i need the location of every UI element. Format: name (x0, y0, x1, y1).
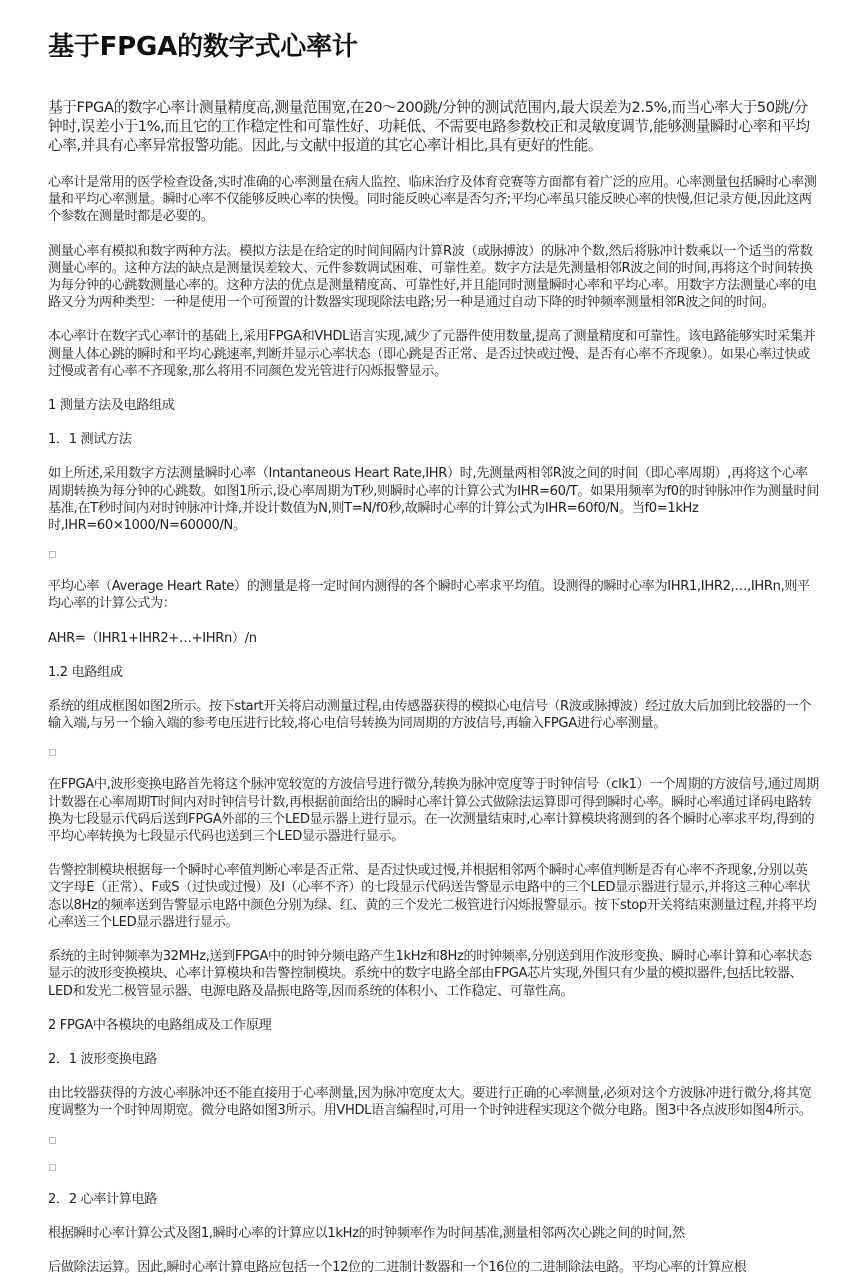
paragraph: 心率计是常用的医学检查设备,实时准确的心率测量在病人监控、临床治疗及体育竞赛等方面都有着广泛的应用。心率测量包括瞬时心率测量和平均心率测量。瞬时心率不仅能够反映心率的快慢。同时能反映心率是否匀齐;平均心率虽只能反映心率的快慢,但记录方便,因此这两个参数在测量时都是必要的。 (48, 175, 817, 225)
paragraph: 如上所述,采用数字方法测量瞬时心率（Intantaneous Heart Rate,IHR）时,先测量两相邻R波之间的时间（即心率周期）,再将这个心率周期转换为每分钟的心跳数。如图1所示,设心率周期为T秒,则瞬时心率的计算公式为IHR=60/T。如果用频率为f0的时钟脉冲作为测量时间基准,在T秒时间内对时钟脉冲计烽,并设计数值为N,则T=N/f0秒,故瞬时心率的计算公式为IHR=60f0/N。当f0=1kHz时,IHR=60×1000/N=60000/N。 (48, 466, 819, 534)
page-title: 基于FPGA的数字式心率计 (48, 32, 358, 62)
broken-image-icon (49, 551, 56, 558)
formula: AHR=（IHR1+IHR2+…+IHRn）/n (48, 630, 257, 646)
broken-image-icon (49, 1137, 56, 1144)
section-heading: 1 测量方法及电路组成 (48, 398, 175, 414)
paragraph: 测量心率有模拟和数字两种方法。模拟方法是在给定的时间间隔内计算R波（或脉搏波）的脉冲个数,然后将脉冲计数乘以一个适当的常数测量心率的。这种方法的缺点是测量误差较大、元件参数调试困难、可靠性差。数字方法是先测量相邻R波之间的时间,再将这个时间转换为每分钟的心跳数测量心率的。这种方法的优点是测量精度高、可靠性好,并且能同时测量瞬时心率和平均心率。用数字方法测量心率的电路又分为两种类型：一种是使用一个可预置的计数器实现现除法电路;另一种是通过自动下降的时钟频率测量相邻R波之间的时间。 (48, 243, 817, 311)
paragraph: 本心率计在数字式心率计的基础上,采用FPGA和VHDL语言实现,减少了元器件使用数量,提高了测量精度和可靠性。该电路能够实时采集并测量人体心跳的瞬时和平均心跳速率,判断并显示心率状态（即心跳是否正常、是否过快或过慢、是否有心率不齐现象）。如果心率过快或过慢或者有心率不齐现象,那么将用不同颜色发光管进行闪烁报警显示。 (48, 329, 816, 379)
section-heading: 2 FPGA中各模块的电路组成及工作原理 (48, 1017, 272, 1033)
abstract-paragraph: 基于FPGA的数字心率计测量精度高,测量范围宽,在20～200跳/分钟的测试范围内,最大误差为2.5%,而当心率大于50跳/分钟时,误差小于1%,而且它的工作稳定性和可靠性好、功耗低、不需要电路参数校正和灵敏度调节,能够测量瞬时心率和平均心率,并具有心率异常报警功能。因此,与文献中报道的其它心率计相比,具有更好的性能。 (48, 99, 810, 154)
subsection-heading: 1.2 电路组成 (48, 664, 123, 680)
subsection-heading: 2．1 波形变换电路 (48, 1051, 157, 1067)
paragraph: 系统的主时钟频率为32MHz,送到FPGA中的时钟分频电路产生1kHz和8Hz的时钟频率,分别送到用作波形变换、瞬时心率计算和心率状态显示的波形变换模块、心率计算模块和告警控制模块。系统中的数字电路全部由FPGA芯片实现,外围只有少量的模拟器件,包括比较器、LED和发光二极管显示器、电源电路及晶振电路等,因而系统的体积小、工作稳定、可靠性高。 (48, 949, 812, 999)
paragraph: 告警控制模块根据每一个瞬时心率值判断心率是否正常、是否过快或过慢,并根据相邻两个瞬时心率值判断是否有心率不齐现象,分别以英文字母E（正常）、F或S（过快或过慢）及I（心率不齐）的七段显示代码送告警显示电路中的三个LED显示器进行显示,并将这三种心率状态以8Hz的频率送到告警显示电路中颜色分别为绿、红、黄的三个发光二极管进行闪烁报警显示。按下stop开关将结束测量过程,并将平均心率送三个LED显示器进行显示。 (48, 863, 817, 930)
broken-image-icon (49, 749, 56, 756)
paragraph: 在FPGA中,波形变换电路首先将这个脉冲宽较宽的方波信号进行微分,转换为脉冲宽度等于时钟信号（clk1）一个周期的方波信号,通过周期计数器在心率周期T时间内对时钟信号计数,再根据前面给出的瞬时心率计算公式做除法运算即可得到瞬时心率。瞬时心率通过译码电路转换为七段显示代码后送到FPGA外部的三个LED显示器上进行显示。在一次测量结束时,心率计算模块将测到的各个瞬时心率求平均,得到的平均心率转换为七段显示代码也送到三个LED显示器进行显示。 (48, 777, 819, 845)
broken-image-icon (49, 1164, 56, 1171)
paragraph: 根据瞬时心率计算公式及图1,瞬时心率的计算应以1kHz的时钟频率作为时间基准,测量相邻两次心跳之间的时间,然 (48, 1225, 685, 1241)
paragraph: 平均心率（Average Heart Rate）的测量是将一定时间内测得的各个瞬时心率求平均值。设测得的瞬时心率为IHR1,IHR2,…,IHRn,则平均心率的计算公式为： (48, 579, 810, 612)
subsection-heading: 2．2 心率计算电路 (48, 1191, 157, 1207)
paragraph: 系统的组成框图如图2所示。按下start开关将启动测量过程,由传感器获得的模拟心电信号（R波或脉搏波）经过放大后加到比较器的一个输入端,与另一个输入端的参考电压进行比较,将心电信号转换为同周期的方波信号,再输入FPGA进行心率测量。 (48, 699, 811, 732)
paragraph: 由比较器获得的方波心率脉冲还不能直接用于心率测量,因为脉冲宽度太大。要进行正确的心率测量,必须对这个方波脉冲进行微分,将其宽度调整为一个时钟周期宽。微分电路如图3所示。用VHDL语言编程时,可用一个时钟进程实现这个微分电路。图3中各点波形如图4所示。 (48, 1086, 812, 1119)
paragraph: 后做除法运算。因此,瞬时心率计算电路应包括一个12位的二进制计数器和一个16位的二进制除法电路。平均心率的计算应根 (48, 1259, 747, 1275)
subsection-heading: 1．1 测试方法 (48, 432, 132, 448)
